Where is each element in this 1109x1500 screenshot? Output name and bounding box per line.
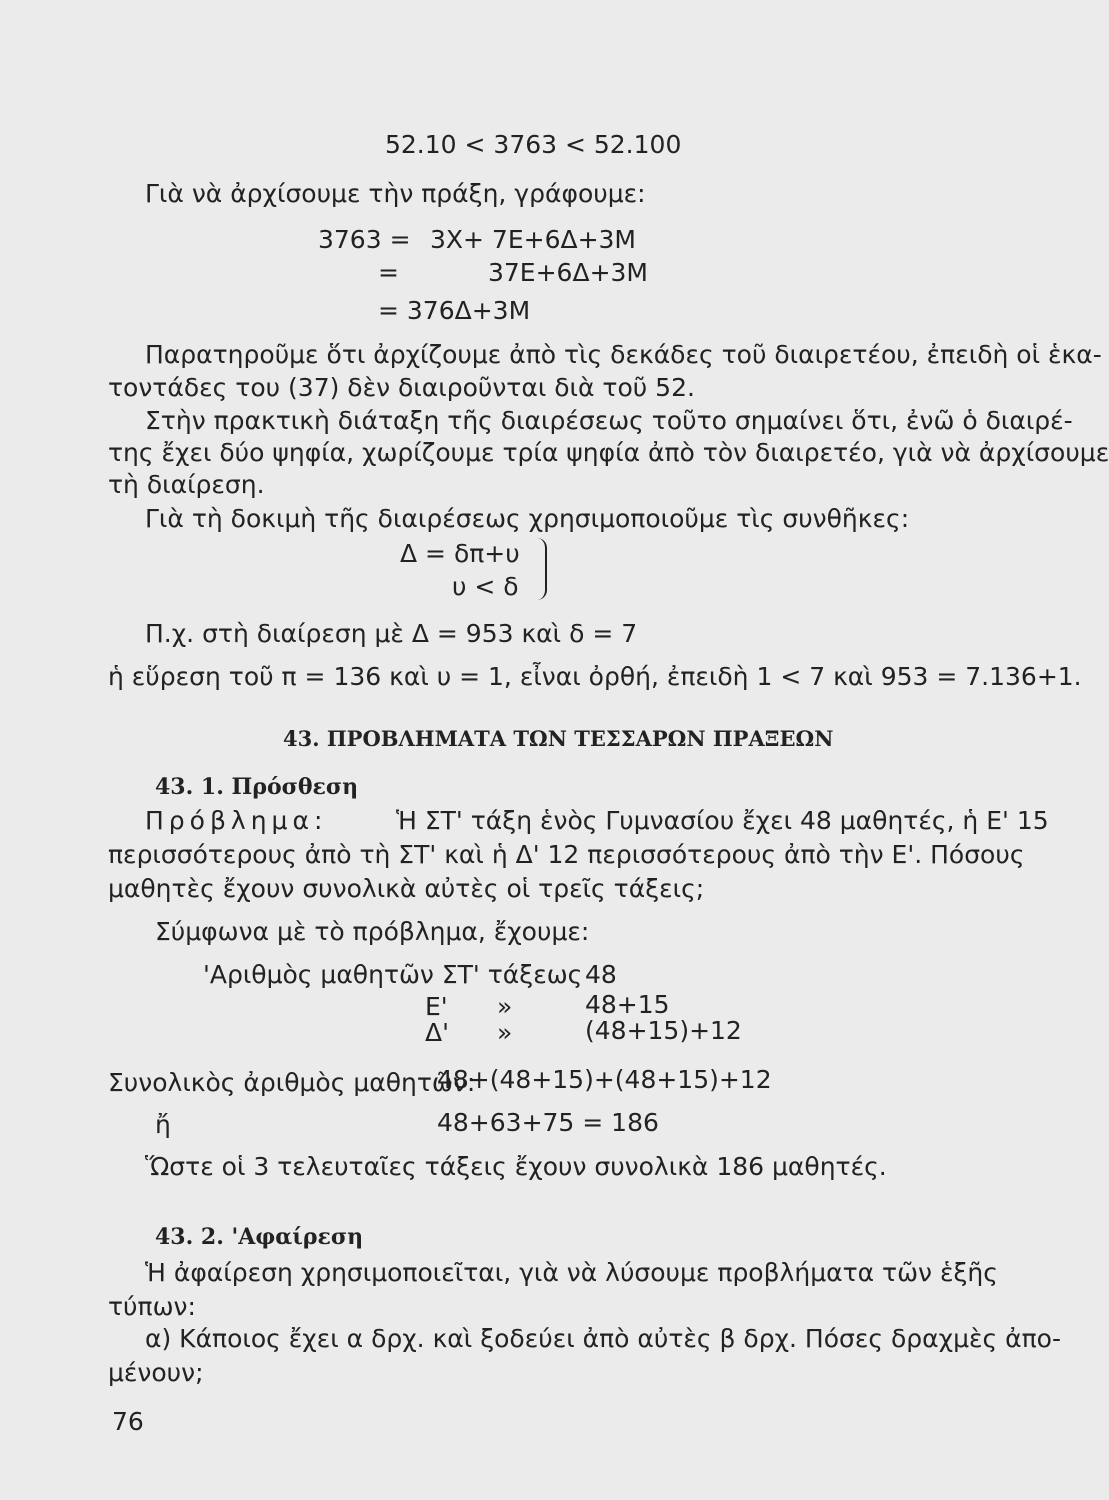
eq-line3: = 376Δ+3M (378, 296, 531, 325)
problem-line3: μαθητὲς ἔχουν συνολικὰ αὐτὲς οἱ τρεῖς τάξεις; (108, 874, 705, 903)
subsection-1-title: 43. 1. Πρόσθεση (155, 774, 359, 800)
eq-line2-right: 37E+6Δ+3M (488, 258, 648, 287)
condition-2: υ < δ (452, 572, 519, 601)
eq-line1-left: 3763 = (318, 225, 411, 254)
section-title: 43. ΠΡΟΒΛΗΜΑΤΑ ΤΩΝ ΤΕΣΣΑΡΩΝ ΠΡΑΞΕΩΝ (283, 726, 834, 751)
subsection-2-title: 43. 2. 'Αφαίρεση (155, 1224, 364, 1250)
subsection-2-para-line2: τύπων: (108, 1292, 196, 1321)
table-row3-ditto: » (497, 1018, 513, 1047)
condition-brace (535, 538, 547, 600)
table-row2-value: 48+15 (585, 990, 670, 1019)
page-number: 76 (112, 1407, 144, 1436)
item-a-line2: μένουν; (108, 1358, 204, 1387)
para2-line2: της ἔχει δύο ψηφία, χωρίζουμε τρία ψηφία ἀπὸ τὸν διαιρετέο, γιὰ νὰ ἀρχίσουμε (108, 438, 1109, 467)
eq-line1-right: 3X+ 7E+6Δ+3M (430, 225, 637, 254)
para3: Γιὰ τὴ δοκιμὴ τῆς διαιρέσεως χρησιμοποιοῦμε τὶς συνθῆκες: (145, 504, 910, 533)
total-value: 48+(48+15)+(48+15)+12 (437, 1065, 772, 1094)
example-line2: ἡ εὕρεση τοῦ π = 136 καὶ υ = 1, εἶναι ὀρθή, ἐπειδὴ 1 < 7 καὶ 953 = 7.136+1. (108, 662, 1082, 691)
or-value: 48+63+75 = 186 (437, 1108, 659, 1137)
inequality: 52.10 < 3763 < 52.100 (385, 130, 682, 159)
para2-line1: Στὴν πρακτικὴ διάταξη τῆς διαιρέσεως τοῦτο σημαίνει ὅτι, ἐνῶ ὁ διαιρέ- (145, 406, 1073, 435)
table-row3-value: (48+15)+12 (585, 1016, 742, 1045)
item-a-line1: α) Κάποιος ἔχει α δρχ. καὶ ξοδεύει ἀπὸ αὐτὲς β δρχ. Πόσες δραχμὲς ἀπο- (145, 1324, 1061, 1353)
example-line1: Π.χ. στὴ διαίρεση μὲ Δ = 953 καὶ δ = 7 (145, 619, 638, 648)
problem-line2: περισσότερους ἀπὸ τὴ ΣΤ' καὶ ἡ Δ' 12 περισσότερους ἀπὸ τὴν Ε'. Πόσους (108, 840, 1025, 869)
agree-text: Σύμφωνα μὲ τὸ πρόβλημα, ἔχουμε: (155, 917, 590, 946)
para1-line2: τοντάδες του (37) δὲν διαιροῦνται διὰ τοῦ 52. (108, 373, 695, 402)
or-label: ἤ (155, 1110, 171, 1139)
problem-label: Πρόβλημα: (145, 806, 328, 835)
para2-line3: τὴ διαίρεση. (108, 470, 265, 499)
start-text: Γιὰ νὰ ἀρχίσουμε τὴν πράξη, γράφουμε: (145, 179, 646, 208)
table-row3-label: Δ' (425, 1018, 449, 1047)
table-row2-label: Ε' (425, 992, 448, 1021)
table-row1-value: 48 (585, 960, 617, 989)
problem-line1: Ἡ ΣΤ' τάξη ἑνὸς Γυμνασίου ἔχει 48 μαθητές, ἡ Ε' 15 (396, 806, 1049, 835)
table-row2-ditto: » (497, 992, 513, 1021)
para1-line1: Παρατηροῦμε ὅτι ἀρχίζουμε ἀπὸ τὶς δεκάδες τοῦ διαιρετέου, ἐπειδὴ οἱ ἑκα- (145, 340, 1102, 369)
eq-line2-left: = (378, 258, 399, 287)
table-row1-label: 'Αριθμὸς μαθητῶν ΣΤ' τάξεως (203, 960, 583, 989)
subsection-2-para-line1: Ἡ ἀφαίρεση χρησιμοποιεῖται, γιὰ νὰ λύσουμε προβλήματα τῶν ἑξῆς (145, 1258, 998, 1287)
total-label: Συνολικὸς ἀριθμὸς μαθητῶν: (108, 1068, 476, 1097)
conclusion: Ὥστε οἱ 3 τελευταῖες τάξεις ἔχουν συνολικὰ 186 μαθητές. (145, 1152, 887, 1181)
condition-1: Δ = δπ+υ (400, 539, 520, 568)
